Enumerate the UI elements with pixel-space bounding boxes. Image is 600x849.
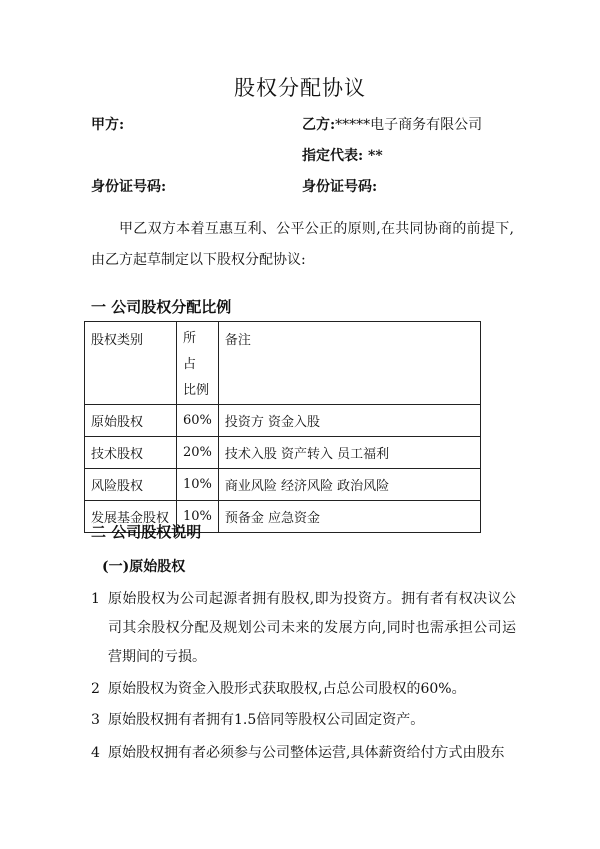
cell-remark: 预备金 应急资金 (218, 501, 480, 533)
list-item (91, 675, 516, 704)
table-row (85, 405, 481, 437)
party-a-id-label: 身份证号码: (91, 179, 167, 195)
table-header-row (85, 322, 481, 405)
list-item (91, 585, 516, 672)
cell-category: 原始股权 (85, 405, 177, 437)
table-row (85, 469, 481, 501)
item-number: 4 (91, 745, 100, 761)
cell-share: 20% (177, 437, 219, 469)
cell-remark: 投资方 资金入股 (218, 405, 480, 437)
cell-category: 风险股权 (85, 469, 177, 501)
item-text: 原始股权拥有者拥有1.5倍同等股权公司固定资产。 (108, 712, 425, 728)
cell-category: 技术股权 (85, 437, 177, 469)
section1-heading: 一 公司股权分配比例 (91, 298, 232, 316)
party-a-label: 甲方: (91, 117, 125, 133)
cell-category: 发展基金股权 (85, 501, 177, 533)
document-title: 股权分配协议 (234, 76, 366, 100)
section2-heading: 二 公司股权说明 (91, 523, 202, 541)
party-b-id-label: 身份证号码: (302, 179, 378, 195)
party-b-label: 乙方: (302, 117, 336, 133)
header-remark: 备注 (218, 322, 480, 405)
share-ratio-table (84, 321, 481, 533)
party-b-company (302, 114, 482, 134)
item-text: 原始股权为公司起源者拥有股权,即为投资方。拥有者有权决议公司其余股权分配及规划公司未来的发展方向,同时也需承担公司运营期间的亏损。 (108, 591, 516, 665)
cell-remark: 商业风险 经济风险 政治风险 (218, 469, 480, 501)
item-text: 原始股权拥有者必须参与公司整体运营,具体薪资给付方式由股东 (108, 745, 505, 761)
item-number: 3 (91, 712, 100, 728)
list-item (91, 739, 516, 768)
header-category: 股权类别 (85, 322, 177, 405)
intro-paragraph: 甲乙双方本着互惠互利、公平公正的原则,在共同协商的前提下,由乙方起草制定以下股权分配协议: (91, 221, 514, 268)
list-item (91, 706, 516, 735)
header-share: 所 占 比例 (177, 322, 219, 405)
cell-share: 10% (177, 469, 219, 501)
cell-remark: 技术入股 资产转入 员工福利 (218, 437, 480, 469)
party-b-representative: 指定代表: ** (302, 148, 383, 164)
cell-share: 60% (177, 405, 219, 437)
item-number: 1 (91, 591, 100, 607)
section2-subheading: (一)原始股权 (102, 559, 186, 575)
item-number: 2 (91, 681, 100, 697)
table-row (85, 437, 481, 469)
cell-share: 10% (177, 501, 219, 533)
party-b-company-name: *****电子商务有限公司 (335, 117, 483, 133)
item-text: 原始股权为资金入股形式获取股权,占总公司股权的60%。 (108, 681, 466, 697)
